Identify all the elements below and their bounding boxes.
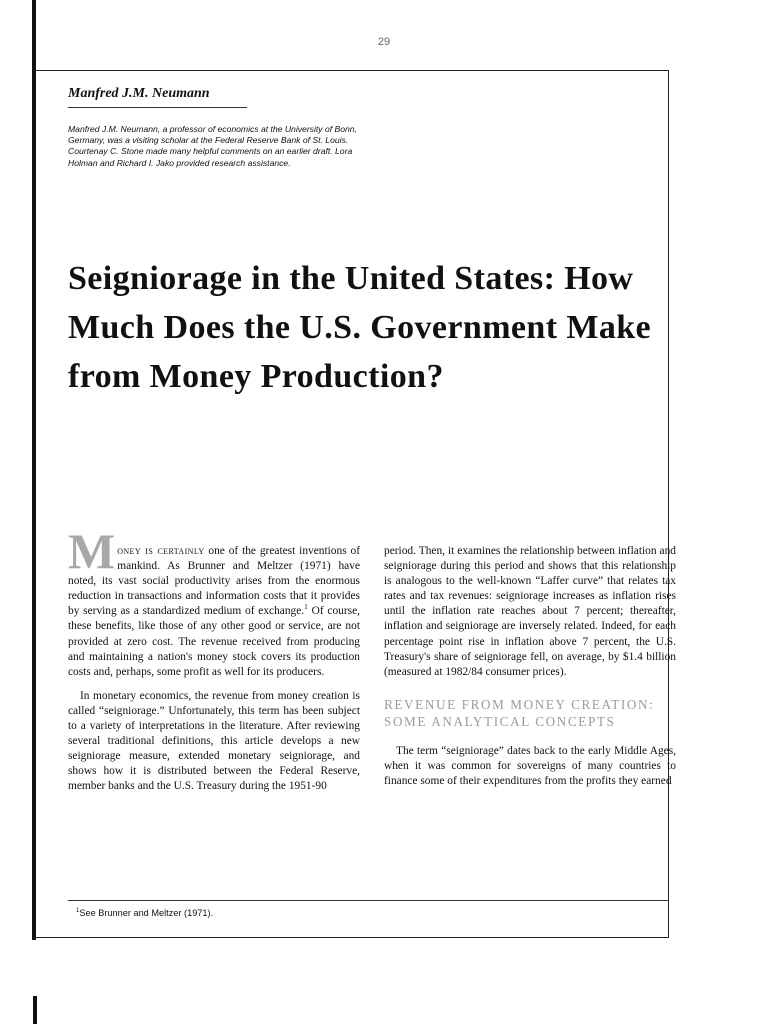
paragraph-3: period. Then, it examines the relationship between inflation and seigniorage during this period and shows that this relationship is analogous to the well-known “Laffer curve” that relates tax rates and tax revenues: seigniorage increases as inflation rises until the inflation rate reaches about 7 percent; thereafter, inflation and seigniorage are inversely related. Indeed, for each percentage point rise in inflation above 7 percent, the U.S. Treasury's share of seigniorage fell, on average, by $1.4 billion (measured at 1982/84 consumer prices). <box>384 545 676 678</box>
author-bio: Manfred J.M. Neumann, a professor of economics at the University of Bonn, Germany, was a visiting scholar at the Federal Reserve Bank of St. Louis. Courtenay C. Stone made many helpful comments on an earlier draft. Lora Holman and Richard I. Jako provided research assistance. <box>68 124 357 168</box>
paragraph-4: The term “seigniorage” dates back to the early Middle Ages, when it was common for sovereigns of many countries to finance some of their expenditures from the profits they earned <box>384 744 676 788</box>
article-frame <box>36 70 669 938</box>
footnote <box>76 908 213 918</box>
paragraph-1-text-continued: Of course, these benefits, like those of any other good or service, are not provided at zero cost. The revenue received from producing and maintaining a nation's money stock covers its production costs and, perhaps, some profit as well for its producers. <box>68 605 360 678</box>
body-column-left <box>68 523 360 795</box>
bottom-margin-mark <box>33 996 37 1024</box>
body-column-right <box>384 544 676 789</box>
footnote-rule <box>68 900 668 901</box>
footnote-mark: 1 <box>76 907 80 914</box>
author-name: Manfred J.M. Neumann <box>68 86 210 101</box>
drop-cap: M <box>68 523 116 579</box>
footnote-text: See Brunner and Meltzer (1971). <box>79 908 214 918</box>
section-heading: REVENUE FROM MONEY CREATION: SOME ANALYTICAL CONCEPTS <box>384 696 655 729</box>
footnote-reference: 1 <box>304 602 308 612</box>
paragraph-1 <box>68 523 360 680</box>
author-rule <box>68 107 247 108</box>
paragraph-2: In monetary economics, the revenue from money creation is called “seigniorage.” Unfortunately, this term has been subject to a variety of interpretations in the literature. After reviewing several traditional definitions, this article develops a new seigniorage measure, extended monetary seigniorage, and shows how it is distributed between the Federal Reserve, member banks and the U.S. Treasury during the 1951-90 <box>68 689 360 793</box>
paragraph-1-text: one of the greatest inventions of mankind. As Brunner and Meltzer (1971) have noted, its vast social productivity arises from the enormous reduction in transactions and information costs that it provides by serving as a standardized medium of exchange. <box>68 545 360 618</box>
lead-in: oney is certainly <box>117 545 205 557</box>
article-title: Seigniorage in the United States: How Much Does the U.S. Government Make from Money Production? <box>68 260 652 395</box>
page-number: 29 <box>377 36 391 48</box>
